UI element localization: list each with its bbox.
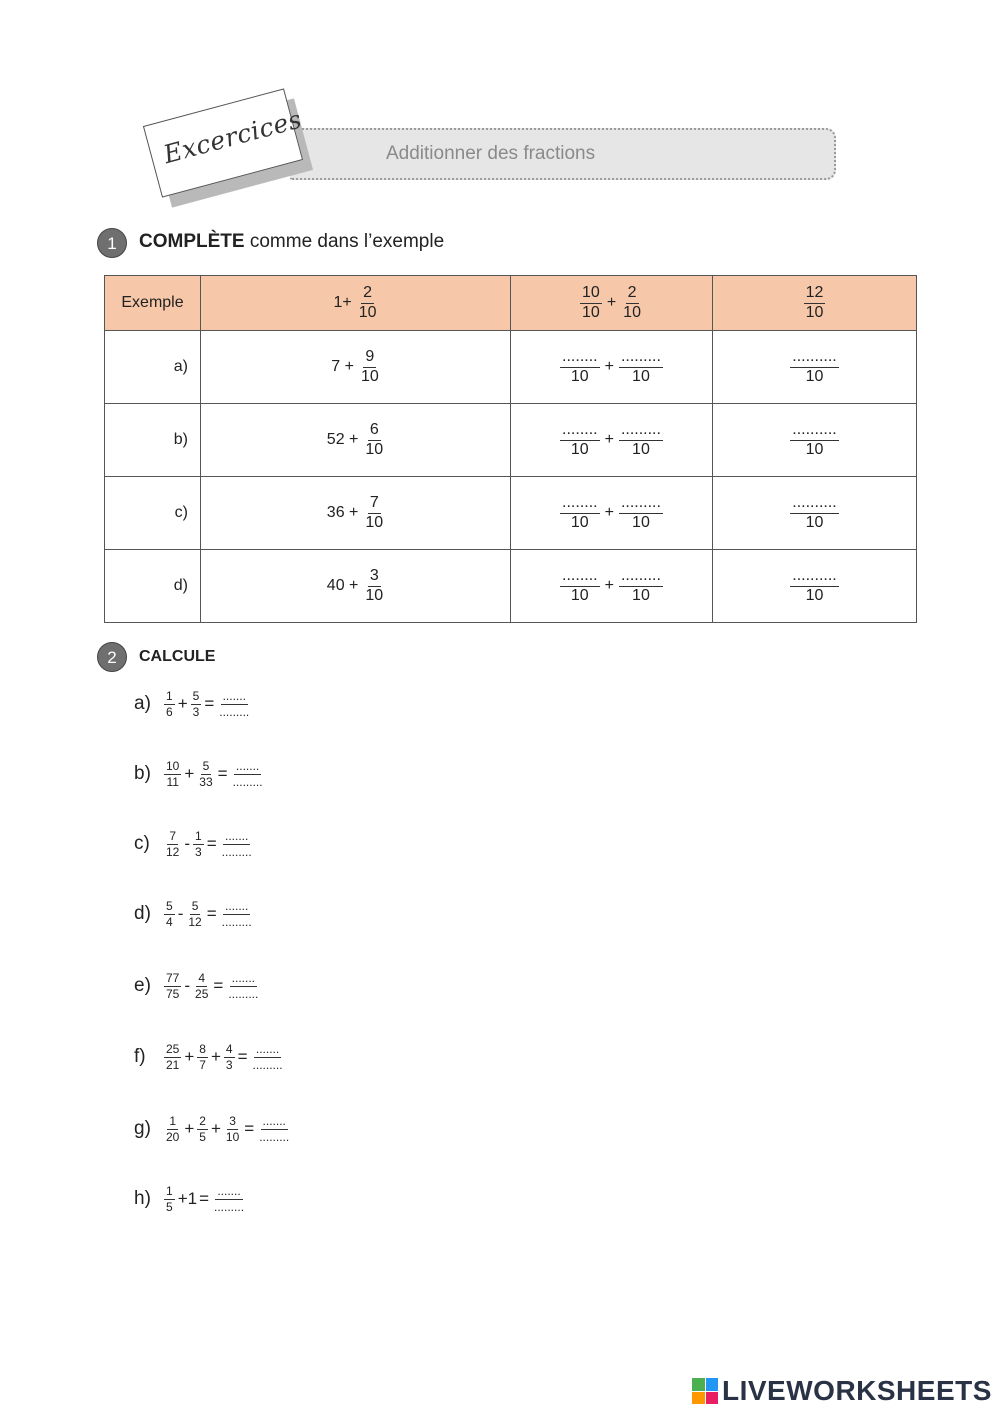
- numerator: 1: [195, 829, 202, 843]
- logo-square: [692, 1378, 705, 1391]
- section-1-number: 1: [97, 228, 127, 258]
- item-label: b): [134, 763, 151, 785]
- numerator: 10: [166, 759, 180, 773]
- denominator: 10: [805, 303, 824, 321]
- denominator: 33: [199, 774, 213, 789]
- denominator: 21: [166, 1057, 180, 1072]
- fraction: [224, 1043, 235, 1071]
- denominator: 4: [166, 914, 173, 929]
- numerator: 4: [198, 971, 206, 985]
- fraction: [164, 1115, 181, 1143]
- table-row: [105, 477, 917, 550]
- fraction: [359, 349, 381, 386]
- numerator: 5: [192, 689, 200, 703]
- fraction: [197, 760, 214, 788]
- denominator: 7: [199, 1057, 206, 1072]
- whole-part: 7 +: [331, 358, 354, 375]
- exercise-tag: [143, 88, 303, 197]
- item-label: e): [134, 975, 151, 997]
- denominator: 10: [570, 513, 589, 531]
- numerator: 77: [166, 971, 180, 985]
- equals-sign: =: [237, 1047, 248, 1067]
- denominator: 10: [805, 367, 824, 385]
- plus-sign: +: [606, 294, 617, 311]
- numerator: 2: [626, 285, 639, 304]
- table-row: [105, 404, 917, 477]
- sum-blanks: [511, 477, 713, 550]
- fraction: [164, 760, 181, 788]
- numerator: 5: [166, 899, 173, 913]
- result-fraction: [790, 495, 838, 532]
- logo-square: [706, 1392, 719, 1405]
- numerator: 10: [580, 285, 602, 304]
- denominator: 10: [225, 1129, 240, 1144]
- equals-sign: =: [204, 694, 215, 714]
- operator: -: [177, 904, 184, 924]
- equals-sign: =: [199, 1189, 210, 1209]
- denominator: 5: [199, 1129, 206, 1144]
- fraction: [164, 1185, 175, 1213]
- blank-numerator[interactable]: ..........: [790, 568, 838, 587]
- answer-numerator[interactable]: .......: [217, 1184, 241, 1198]
- logo-text: LIVEWORKSHEETS: [722, 1375, 992, 1406]
- table-row: [105, 550, 917, 623]
- result-blank: [713, 477, 917, 550]
- mixed-number: [201, 550, 511, 623]
- whole-part: 52 +: [326, 431, 359, 448]
- numerator: 7: [169, 829, 177, 843]
- result-blank: [713, 550, 917, 623]
- fraction: [164, 690, 175, 718]
- blank-numerator[interactable]: ..........: [790, 349, 838, 368]
- denominator: 10: [365, 440, 384, 458]
- section-2-heading: CALCULE: [139, 648, 216, 665]
- operator: +: [184, 1119, 195, 1139]
- blank-numerator[interactable]: ..........: [790, 495, 838, 514]
- calcule-item: [134, 830, 256, 858]
- denominator: 10: [365, 513, 384, 531]
- blank-fraction-1: [560, 349, 600, 386]
- answer-numerator[interactable]: .......: [262, 1114, 286, 1128]
- result-fraction: [790, 568, 838, 605]
- fraction: [363, 422, 385, 459]
- example-result: [713, 276, 917, 331]
- row-label: d): [105, 550, 201, 623]
- numerator: 6: [368, 422, 381, 441]
- denominator: 10: [360, 367, 379, 385]
- numerator: 4: [225, 1042, 233, 1056]
- plus-sign: +: [604, 431, 614, 448]
- denominator: 10: [805, 586, 824, 604]
- plus-sign: +: [604, 504, 614, 521]
- result-fraction: [790, 349, 838, 386]
- result-fraction: [790, 422, 838, 459]
- denominator: 10: [632, 586, 650, 604]
- denominator: 11: [166, 774, 179, 789]
- blank-numerator[interactable]: ........: [560, 422, 600, 441]
- calcule-item: [134, 690, 253, 718]
- equals-sign: =: [217, 764, 228, 784]
- item-label: c): [134, 833, 150, 855]
- exercise-table: [104, 275, 917, 623]
- operator: -: [184, 834, 191, 854]
- answer-numerator[interactable]: .......: [224, 899, 249, 913]
- example-label: Exemple: [105, 276, 201, 331]
- fraction: [193, 830, 204, 858]
- numerator: 1: [166, 1184, 173, 1198]
- sum-blanks: [511, 331, 713, 404]
- blank-numerator[interactable]: .........: [619, 568, 663, 587]
- section-1-heading-rest: comme dans l’exemple: [244, 231, 445, 252]
- fraction: [164, 900, 175, 928]
- blank-fraction-2: [619, 422, 663, 459]
- denominator: 3: [195, 844, 202, 859]
- operator: +: [184, 764, 195, 784]
- fraction: [197, 1043, 208, 1071]
- blank-numerator[interactable]: ........: [560, 568, 600, 587]
- answer-denominator[interactable]: .........: [252, 1057, 283, 1072]
- numerator: 9: [363, 349, 376, 368]
- numerator: 25: [166, 1042, 180, 1056]
- section-1-heading: [139, 231, 444, 253]
- blank-numerator[interactable]: .........: [619, 422, 663, 441]
- denominator: 10: [358, 303, 377, 321]
- blank-numerator[interactable]: ........: [560, 495, 600, 514]
- blank-numerator[interactable]: .........: [619, 495, 663, 514]
- fraction: [193, 972, 210, 1000]
- blank-fraction-1: [560, 495, 600, 532]
- answer-denominator[interactable]: .........: [214, 1199, 245, 1214]
- fraction: [224, 1115, 241, 1143]
- calcule-item: [134, 972, 262, 1000]
- section-1-heading-bold: COMPLÈTE: [139, 231, 245, 252]
- answer-fraction: [212, 1185, 246, 1213]
- denominator: 12: [166, 844, 180, 859]
- answer-numerator[interactable]: .......: [222, 689, 246, 703]
- answer-denominator[interactable]: .........: [219, 704, 250, 719]
- denominator: 10: [570, 586, 589, 604]
- denominator: 25: [195, 986, 209, 1001]
- answer-denominator[interactable]: .........: [221, 914, 252, 929]
- operator: -: [184, 976, 191, 996]
- denominator: 20: [166, 1129, 180, 1144]
- whole-part: 40 +: [326, 577, 359, 594]
- result-blank: [713, 331, 917, 404]
- fraction: [363, 568, 385, 605]
- mixed-number: [201, 477, 511, 550]
- numerator: 1: [169, 1114, 177, 1128]
- fraction: [164, 830, 181, 858]
- blank-numerator[interactable]: ..........: [790, 422, 838, 441]
- sum-blanks: [511, 550, 713, 623]
- numerator: 7: [368, 495, 381, 514]
- blank-numerator[interactable]: .........: [619, 349, 663, 368]
- plus-sign: +: [604, 577, 614, 594]
- logo-square: [692, 1392, 705, 1405]
- numerator: 2: [361, 285, 374, 304]
- operator: +: [210, 1047, 221, 1067]
- example-fraction-2: [621, 285, 643, 322]
- denominator: 10: [623, 303, 641, 321]
- blank-fraction-1: [560, 568, 600, 605]
- item-label: d): [134, 903, 151, 925]
- blank-fraction-2: [619, 568, 663, 605]
- operator: +: [177, 694, 188, 714]
- equals-sign: =: [244, 1119, 255, 1139]
- worksheet-title: Additionner des fractions: [386, 143, 596, 164]
- numerator: 3: [229, 1114, 236, 1128]
- denominator: 6: [166, 704, 173, 719]
- answer-fraction: [257, 1115, 291, 1143]
- answer-numerator[interactable]: .......: [235, 759, 260, 773]
- logo-mark-icon: [692, 1378, 718, 1404]
- denominator: 5: [166, 1199, 173, 1214]
- example-fraction: [357, 285, 379, 322]
- fraction: [191, 690, 202, 718]
- exercise-tag-label: Excercices: [160, 104, 305, 170]
- answer-denominator[interactable]: .........: [232, 774, 263, 789]
- numerator: 2: [199, 1114, 206, 1128]
- example-result-fraction: [804, 285, 826, 322]
- denominator: 10: [570, 367, 589, 385]
- denominator: 3: [225, 1057, 233, 1072]
- title-banner: [290, 128, 836, 180]
- answer-denominator[interactable]: .........: [228, 986, 259, 1001]
- numerator: 5: [191, 899, 199, 913]
- denominator: 10: [570, 440, 589, 458]
- result-blank: [713, 404, 917, 477]
- answer-fraction: [217, 690, 251, 718]
- logo-square: [706, 1378, 719, 1391]
- equals-sign: =: [206, 834, 217, 854]
- section-2-number: 2: [97, 642, 127, 672]
- answer-fraction: [220, 830, 254, 858]
- blank-fraction-2: [619, 495, 663, 532]
- denominator: 3: [192, 704, 200, 719]
- answer-denominator[interactable]: .........: [221, 844, 252, 859]
- row-label: c): [105, 477, 201, 550]
- whole-part: 36 +: [326, 504, 359, 521]
- answer-numerator[interactable]: .......: [231, 971, 255, 985]
- blank-numerator[interactable]: ........: [560, 349, 600, 368]
- blank-fraction-1: [560, 422, 600, 459]
- numerator: 8: [199, 1042, 206, 1056]
- answer-fraction: [220, 900, 254, 928]
- denominator: 10: [365, 586, 384, 604]
- denominator: 10: [805, 440, 824, 458]
- fraction: [197, 1115, 208, 1143]
- fraction: [164, 1043, 181, 1071]
- denominator: 10: [805, 513, 824, 531]
- calcule-item: [134, 1043, 287, 1071]
- operator: +: [184, 1047, 195, 1067]
- table-row: [105, 331, 917, 404]
- example-sum: [511, 276, 713, 331]
- calcule-item: [134, 1115, 293, 1143]
- plus-sign: +: [604, 358, 614, 375]
- answer-numerator[interactable]: .......: [255, 1042, 280, 1056]
- calcule-item: [134, 760, 267, 788]
- fraction: [164, 972, 181, 1000]
- calcule-item: [134, 1185, 248, 1213]
- answer-numerator[interactable]: .......: [224, 829, 249, 843]
- denominator: 12: [188, 914, 202, 929]
- operator: +1: [177, 1189, 198, 1209]
- answer-fraction: [251, 1043, 285, 1071]
- item-label: a): [134, 693, 151, 715]
- example-mixed: [201, 276, 511, 331]
- denominator: 10: [582, 303, 600, 321]
- fraction: [363, 495, 385, 532]
- item-label: g): [134, 1118, 151, 1140]
- blank-fraction-2: [619, 349, 663, 386]
- numerator: 1: [166, 689, 173, 703]
- mixed-number: [201, 331, 511, 404]
- sum-blanks: [511, 404, 713, 477]
- row-label: b): [105, 404, 201, 477]
- item-label: h): [134, 1188, 151, 1210]
- fraction: [186, 900, 203, 928]
- denominator: 10: [632, 440, 650, 458]
- numerator: 3: [368, 568, 381, 587]
- operator: +: [210, 1119, 221, 1139]
- example-fraction-1: [580, 285, 602, 322]
- denominator: 75: [166, 986, 180, 1001]
- row-label: a): [105, 331, 201, 404]
- numerator: 5: [202, 759, 210, 773]
- numerator: 12: [804, 285, 826, 304]
- denominator: 10: [632, 367, 650, 385]
- denominator: 10: [632, 513, 650, 531]
- liveworksheets-logo: [692, 1375, 992, 1407]
- example-whole: 1+: [333, 294, 352, 311]
- equals-sign: =: [213, 976, 224, 996]
- calcule-item: [134, 900, 256, 928]
- example-row: [105, 276, 917, 331]
- item-label: f): [134, 1046, 146, 1068]
- equals-sign: =: [206, 904, 217, 924]
- mixed-number: [201, 404, 511, 477]
- answer-fraction: [226, 972, 260, 1000]
- answer-fraction: [231, 760, 265, 788]
- answer-denominator[interactable]: .........: [259, 1129, 290, 1144]
